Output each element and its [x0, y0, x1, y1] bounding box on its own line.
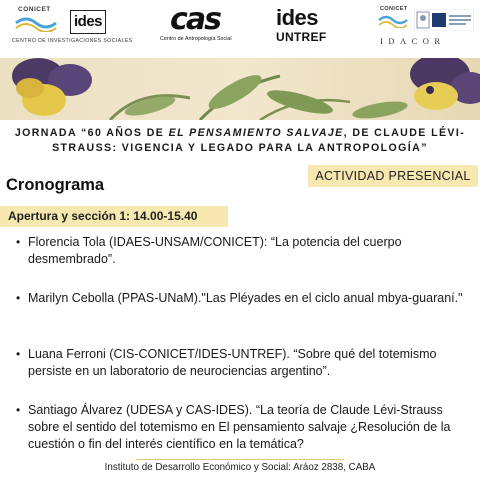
- botanical-banner: [0, 58, 480, 120]
- section-label: Apertura y sección 1: 14.00-15.40: [0, 206, 228, 227]
- bullet-icon: •: [16, 235, 21, 249]
- speaker-text: Marilyn Cebolla (PPAS-UNaM)."Las Pléyades en el ciclo anual mbya-guaraní.": [28, 291, 463, 305]
- title-part-1: JORNADA “60 AÑOS DE: [14, 127, 169, 139]
- list-item: [14, 234, 476, 268]
- modality-badge: ACTIVIDAD PRESENCIAL: [308, 165, 478, 187]
- ides-untref-logo: [276, 5, 336, 48]
- bullet-icon: •: [16, 403, 21, 417]
- conicet-wave-icon: [14, 14, 58, 32]
- conicet-wordmark: CONICET: [18, 6, 51, 13]
- unc-logo-icon: [414, 9, 474, 31]
- conicet-wave-icon-right: [378, 14, 408, 28]
- pansy-illustration: [0, 58, 480, 120]
- cas-wordmark: cas: [170, 2, 220, 37]
- bullet-icon: •: [16, 291, 21, 305]
- speaker-text: Santiago Álvarez (UDESA y CAS-IDES). “La teoría de Claude Lévi-Strauss sobre el sentido del totemismo en El pensamiento salvaje ¿Resolución de la cuestión o fin del interés científico en la temática?: [28, 403, 451, 451]
- speaker-text: Luana Ferroni (CIS-CONICET/IDES-UNTREF). “Sobre qué del totemismo persiste en un laboratorio de neurociencias argentino”.: [28, 347, 437, 378]
- title-part-2: , DE CLAUDE LÉVI-STRAUSS: VIGENCIA Y LEGADO PARA LA ANTROPOLOGÍA”: [52, 127, 466, 154]
- ides-logo: ides: [70, 10, 106, 34]
- list-item: [14, 290, 463, 307]
- title-book-name: EL PENSAMIENTO SALVAJE: [168, 127, 344, 139]
- conicet-idacor-logo: [378, 6, 474, 50]
- cas-logo: [160, 4, 230, 52]
- conicet-wordmark-right: CONICET: [380, 6, 408, 12]
- footer-rule: [136, 459, 344, 460]
- untref-wordmark: UNTREF: [276, 30, 327, 44]
- cis-label: CENTRO DE INVESTIGACIONES SOCIALES: [12, 38, 133, 44]
- bullet-icon: •: [16, 347, 21, 361]
- logo-bar: [0, 0, 480, 56]
- list-item: [14, 346, 476, 380]
- conicet-ides-logo: [12, 6, 142, 50]
- idacor-wordmark: IDACOR: [380, 36, 446, 46]
- event-title: [10, 126, 470, 156]
- list-item: [14, 402, 476, 453]
- speaker-text: Florencia Tola (IDAES-UNSAM/CONICET): “La potencia del cuerpo desmembrado”.: [28, 235, 402, 266]
- venue-address: Instituto de Desarrollo Económico y Social: Aráoz 2838, CABA: [104, 462, 376, 473]
- cas-subtitle: Centro de Antropología Social: [160, 36, 232, 42]
- ides-wordmark: ides: [276, 5, 319, 30]
- schedule-heading: Cronograma: [6, 176, 105, 194]
